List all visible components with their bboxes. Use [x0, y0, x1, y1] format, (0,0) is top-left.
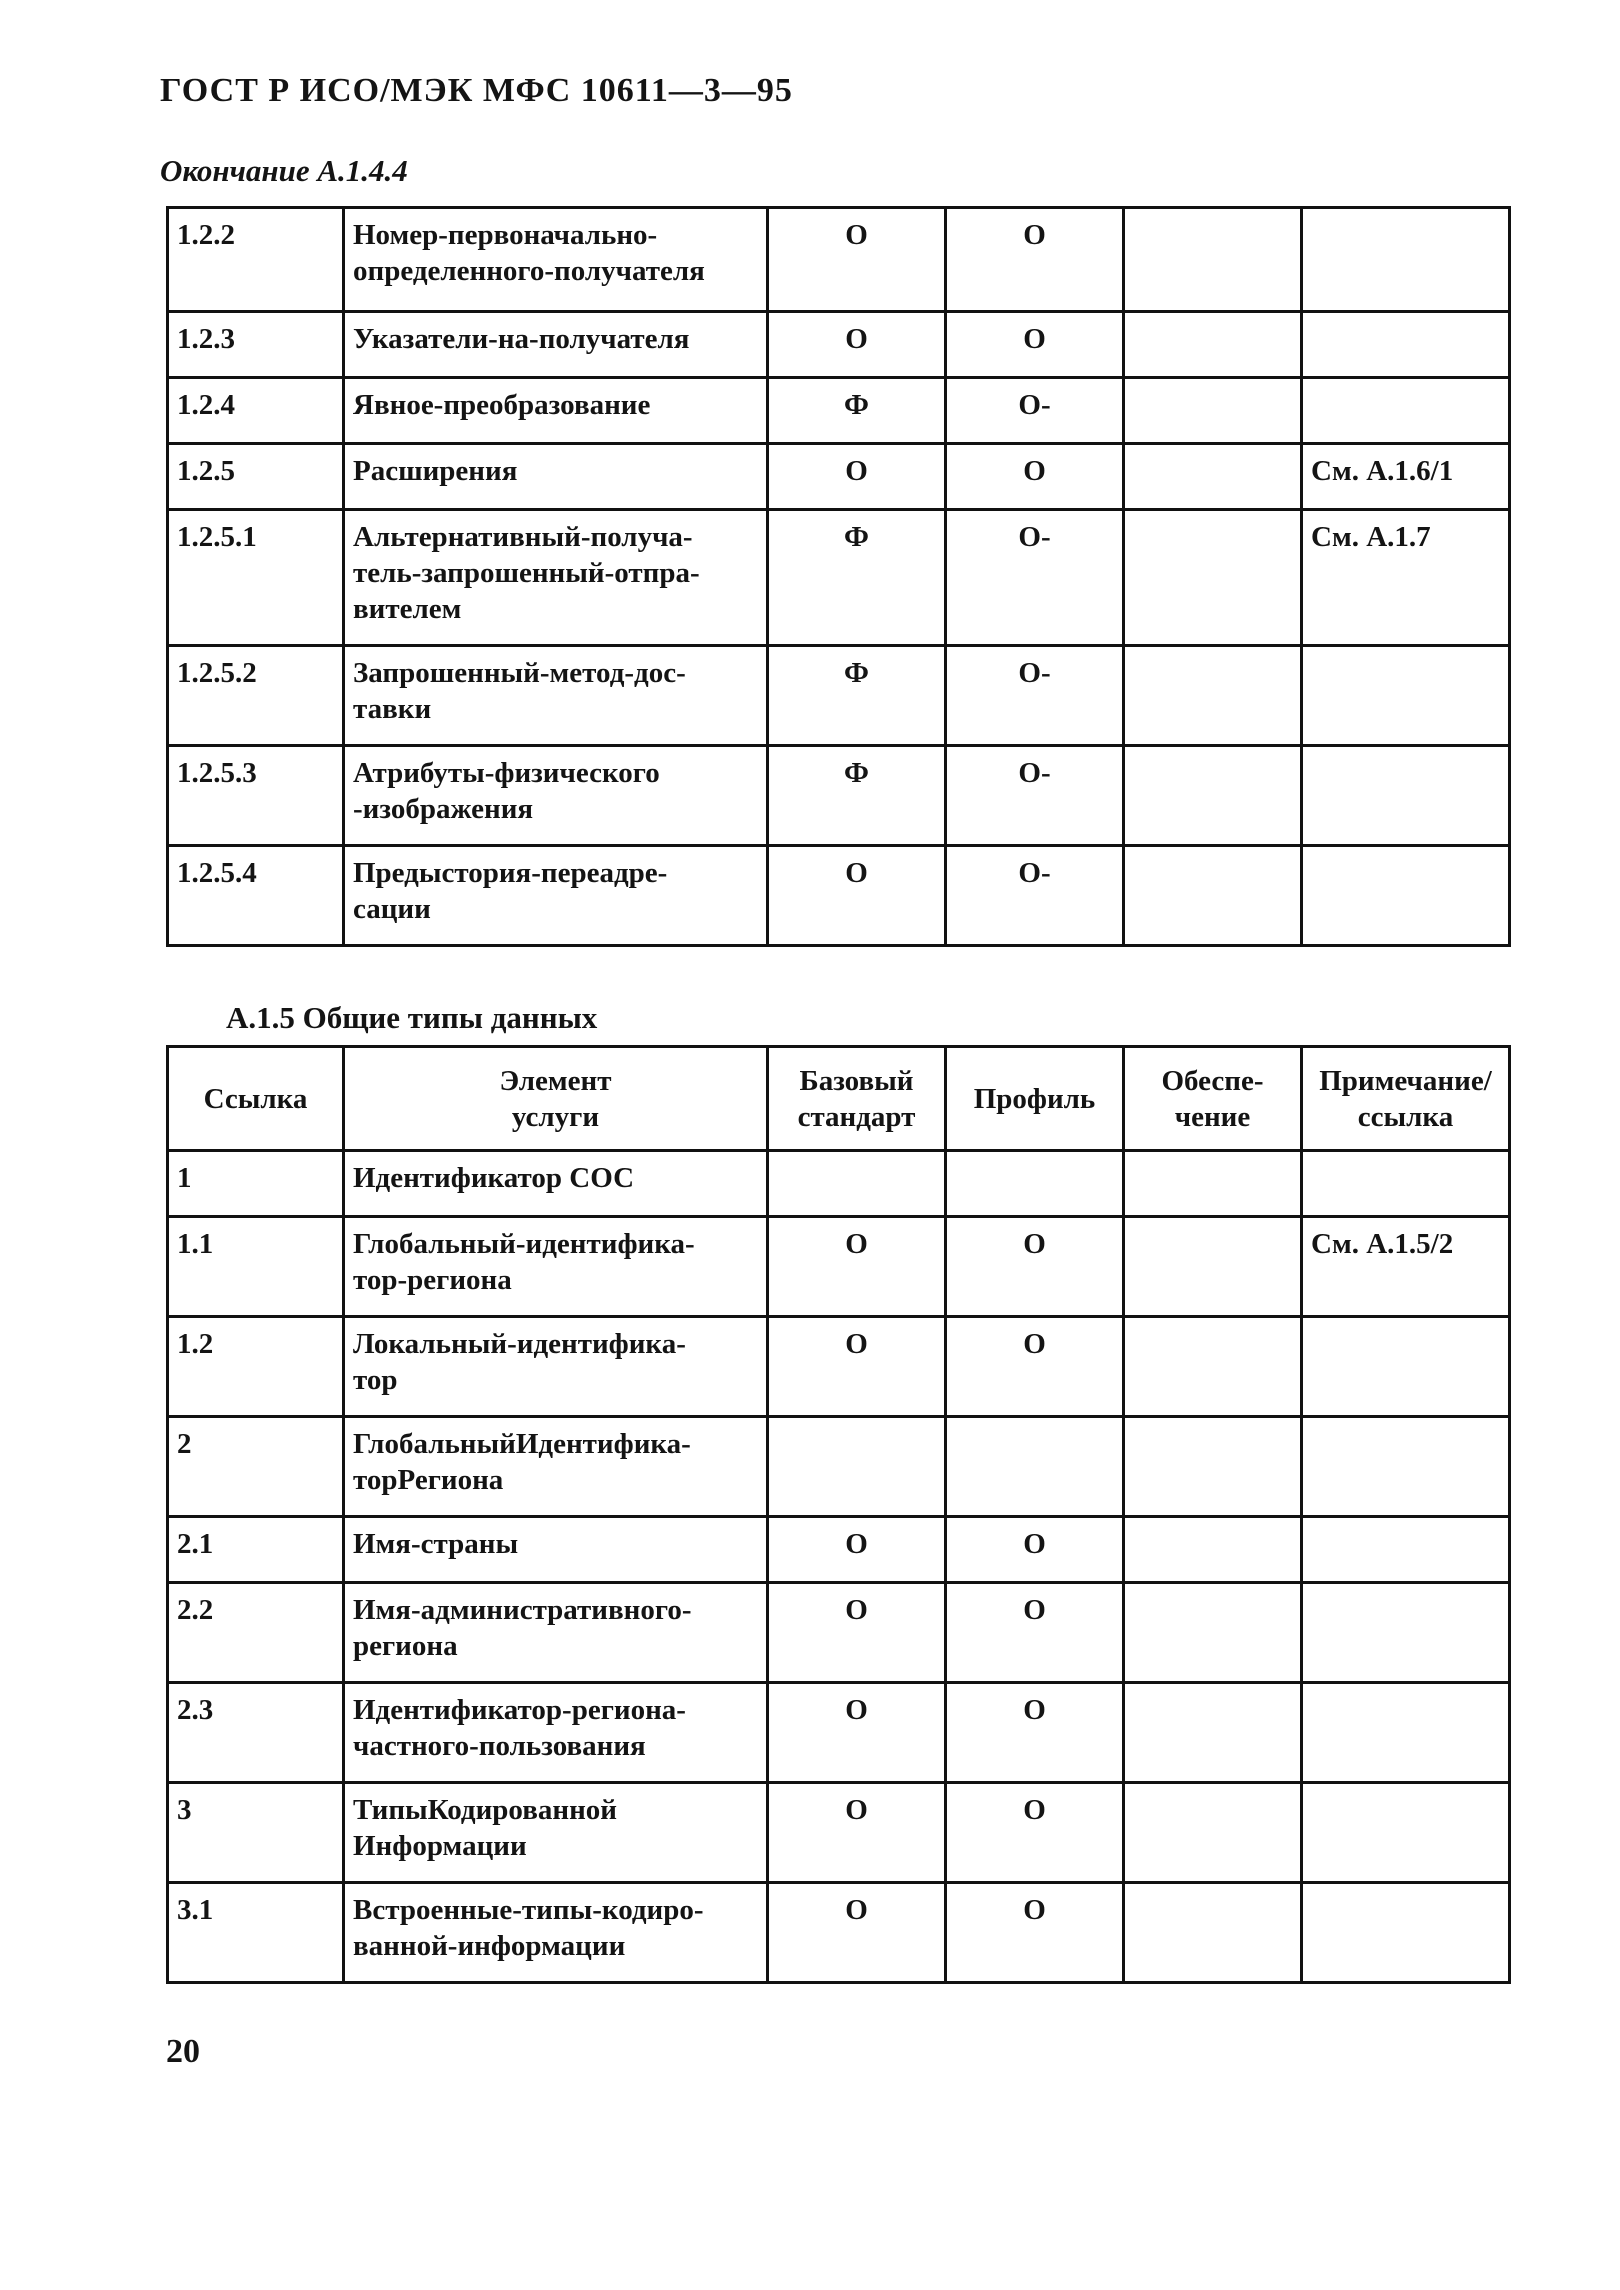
header-support: Обеспе- чение — [1124, 1047, 1302, 1151]
ref-cell: 2.2 — [168, 1583, 344, 1683]
header-element: Элемент услуги — [344, 1047, 768, 1151]
table-a144-end — [166, 206, 1511, 947]
element-cell: Встроенные-типы-кодиро- ванной-информации — [344, 1883, 768, 1983]
element-cell: Альтернативный-получа- тель-запрошенный-отпра- вителем — [344, 510, 768, 646]
ref-cell: 2.1 — [168, 1517, 344, 1583]
element-cell: ТипыКодированной Информации — [344, 1783, 768, 1883]
header-profile: Профиль — [946, 1047, 1124, 1151]
table-row — [168, 208, 1510, 312]
base-cell: О — [768, 1883, 946, 1983]
profile-cell: О — [946, 1317, 1124, 1417]
element-cell: Глобальный-идентифика- тор-региона — [344, 1217, 768, 1317]
ref-cell: 3 — [168, 1783, 344, 1883]
table-a15-common-data-types — [166, 1045, 1511, 1984]
base-cell: О — [768, 1217, 946, 1317]
standard-header: ГОСТ Р ИСО/МЭК МФС 10611—3—95 — [160, 72, 793, 109]
element-cell: Номер-первоначально- определенного-получателя — [344, 208, 768, 312]
ref-cell: 1.2.5.3 — [168, 746, 344, 846]
note-cell — [1302, 208, 1510, 312]
base-cell: О — [768, 1583, 946, 1683]
element-cell: ГлобальныйИдентифика- торРегиона — [344, 1417, 768, 1517]
profile-cell: О — [946, 1883, 1124, 1983]
ref-cell: 3.1 — [168, 1883, 344, 1983]
base-cell: О — [768, 208, 946, 312]
profile-cell: О — [946, 444, 1124, 510]
ref-cell: 1 — [168, 1151, 344, 1217]
table-row — [168, 1317, 1510, 1417]
profile-cell — [946, 1417, 1124, 1517]
note-cell — [1302, 1417, 1510, 1517]
table1-caption: Окончание А.1.4.4 — [160, 153, 408, 188]
note-cell — [1302, 1583, 1510, 1683]
element-cell: Имя-административного- региона — [344, 1583, 768, 1683]
base-cell: О — [768, 1783, 946, 1883]
note-cell — [1302, 646, 1510, 746]
profile-cell: О — [946, 1517, 1124, 1583]
element-cell: Атрибуты-физического -изображения — [344, 746, 768, 846]
base-cell: Ф — [768, 646, 946, 746]
profile-cell: О — [946, 312, 1124, 378]
base-cell: О — [768, 312, 946, 378]
element-cell: Указатели-на-получателя — [344, 312, 768, 378]
ref-cell: 1.2.5.4 — [168, 846, 344, 946]
support-cell — [1124, 1151, 1302, 1217]
profile-cell: О — [946, 1217, 1124, 1317]
support-cell — [1124, 208, 1302, 312]
table-row — [168, 1883, 1510, 1983]
table-header-row — [168, 1047, 1510, 1151]
ref-cell: 1.2.4 — [168, 378, 344, 444]
profile-cell: О — [946, 1683, 1124, 1783]
note-cell — [1302, 1783, 1510, 1883]
ref-cell: 1.2.2 — [168, 208, 344, 312]
base-cell: О — [768, 1683, 946, 1783]
base-cell: Ф — [768, 746, 946, 846]
table-row — [168, 1583, 1510, 1683]
ref-cell: 1.2.5.2 — [168, 646, 344, 746]
profile-cell: О- — [946, 378, 1124, 444]
note-cell: См. А.1.5/2 — [1302, 1217, 1510, 1317]
support-cell — [1124, 444, 1302, 510]
ref-cell: 2.3 — [168, 1683, 344, 1783]
profile-cell: О — [946, 1583, 1124, 1683]
table-row — [168, 1151, 1510, 1217]
support-cell — [1124, 378, 1302, 444]
element-cell: Идентификатор СОС — [344, 1151, 768, 1217]
support-cell — [1124, 510, 1302, 646]
ref-cell: 1.2.3 — [168, 312, 344, 378]
base-cell: О — [768, 444, 946, 510]
element-cell: Расширения — [344, 444, 768, 510]
base-cell — [768, 1417, 946, 1517]
ref-cell: 1.2.5.1 — [168, 510, 344, 646]
note-cell: См. А.1.7 — [1302, 510, 1510, 646]
support-cell — [1124, 1683, 1302, 1783]
table-row — [168, 1783, 1510, 1883]
note-cell — [1302, 1683, 1510, 1783]
support-cell — [1124, 1217, 1302, 1317]
ref-cell: 1.2 — [168, 1317, 344, 1417]
support-cell — [1124, 1517, 1302, 1583]
note-cell — [1302, 846, 1510, 946]
element-cell: Явное-преобразование — [344, 378, 768, 444]
note-cell — [1302, 1151, 1510, 1217]
table-row — [168, 746, 1510, 846]
profile-cell: О- — [946, 510, 1124, 646]
base-cell: О — [768, 846, 946, 946]
table-row — [168, 1417, 1510, 1517]
table-row — [168, 312, 1510, 378]
support-cell — [1124, 312, 1302, 378]
element-cell: Предыстория-переадре- сации — [344, 846, 768, 946]
table-row — [168, 1683, 1510, 1783]
section-title-a15: А.1.5 Общие типы данных — [226, 1000, 598, 1035]
profile-cell: О- — [946, 846, 1124, 946]
base-cell: О — [768, 1317, 946, 1417]
support-cell — [1124, 846, 1302, 946]
element-cell: Идентификатор-региона- частного-пользования — [344, 1683, 768, 1783]
note-cell — [1302, 746, 1510, 846]
note-cell — [1302, 378, 1510, 444]
note-cell — [1302, 312, 1510, 378]
ref-cell: 1.2.5 — [168, 444, 344, 510]
profile-cell: О- — [946, 746, 1124, 846]
table-row — [168, 1217, 1510, 1317]
support-cell — [1124, 1417, 1302, 1517]
element-cell: Имя-страны — [344, 1517, 768, 1583]
note-cell — [1302, 1883, 1510, 1983]
table-row — [168, 846, 1510, 946]
base-cell: О — [768, 1517, 946, 1583]
table-row — [168, 1517, 1510, 1583]
element-cell: Локальный-идентифика- тор — [344, 1317, 768, 1417]
table-row — [168, 378, 1510, 444]
profile-cell: О — [946, 208, 1124, 312]
note-cell: См. А.1.6/1 — [1302, 444, 1510, 510]
header-base-standard: Базовый стандарт — [768, 1047, 946, 1151]
profile-cell — [946, 1151, 1124, 1217]
page-number: 20 — [166, 2033, 200, 2070]
note-cell — [1302, 1317, 1510, 1417]
support-cell — [1124, 646, 1302, 746]
ref-cell: 2 — [168, 1417, 344, 1517]
header-ref: Ссылка — [168, 1047, 344, 1151]
base-cell: Ф — [768, 378, 946, 444]
table-row — [168, 510, 1510, 646]
table-row — [168, 646, 1510, 746]
support-cell — [1124, 1317, 1302, 1417]
table-row — [168, 444, 1510, 510]
element-cell: Запрошенный-метод-дос- тавки — [344, 646, 768, 746]
base-cell — [768, 1151, 946, 1217]
profile-cell: О — [946, 1783, 1124, 1883]
support-cell — [1124, 1583, 1302, 1683]
profile-cell: О- — [946, 646, 1124, 746]
note-cell — [1302, 1517, 1510, 1583]
support-cell — [1124, 746, 1302, 846]
header-note: Примечание/ ссылка — [1302, 1047, 1510, 1151]
support-cell — [1124, 1783, 1302, 1883]
base-cell: Ф — [768, 510, 946, 646]
support-cell — [1124, 1883, 1302, 1983]
ref-cell: 1.1 — [168, 1217, 344, 1317]
